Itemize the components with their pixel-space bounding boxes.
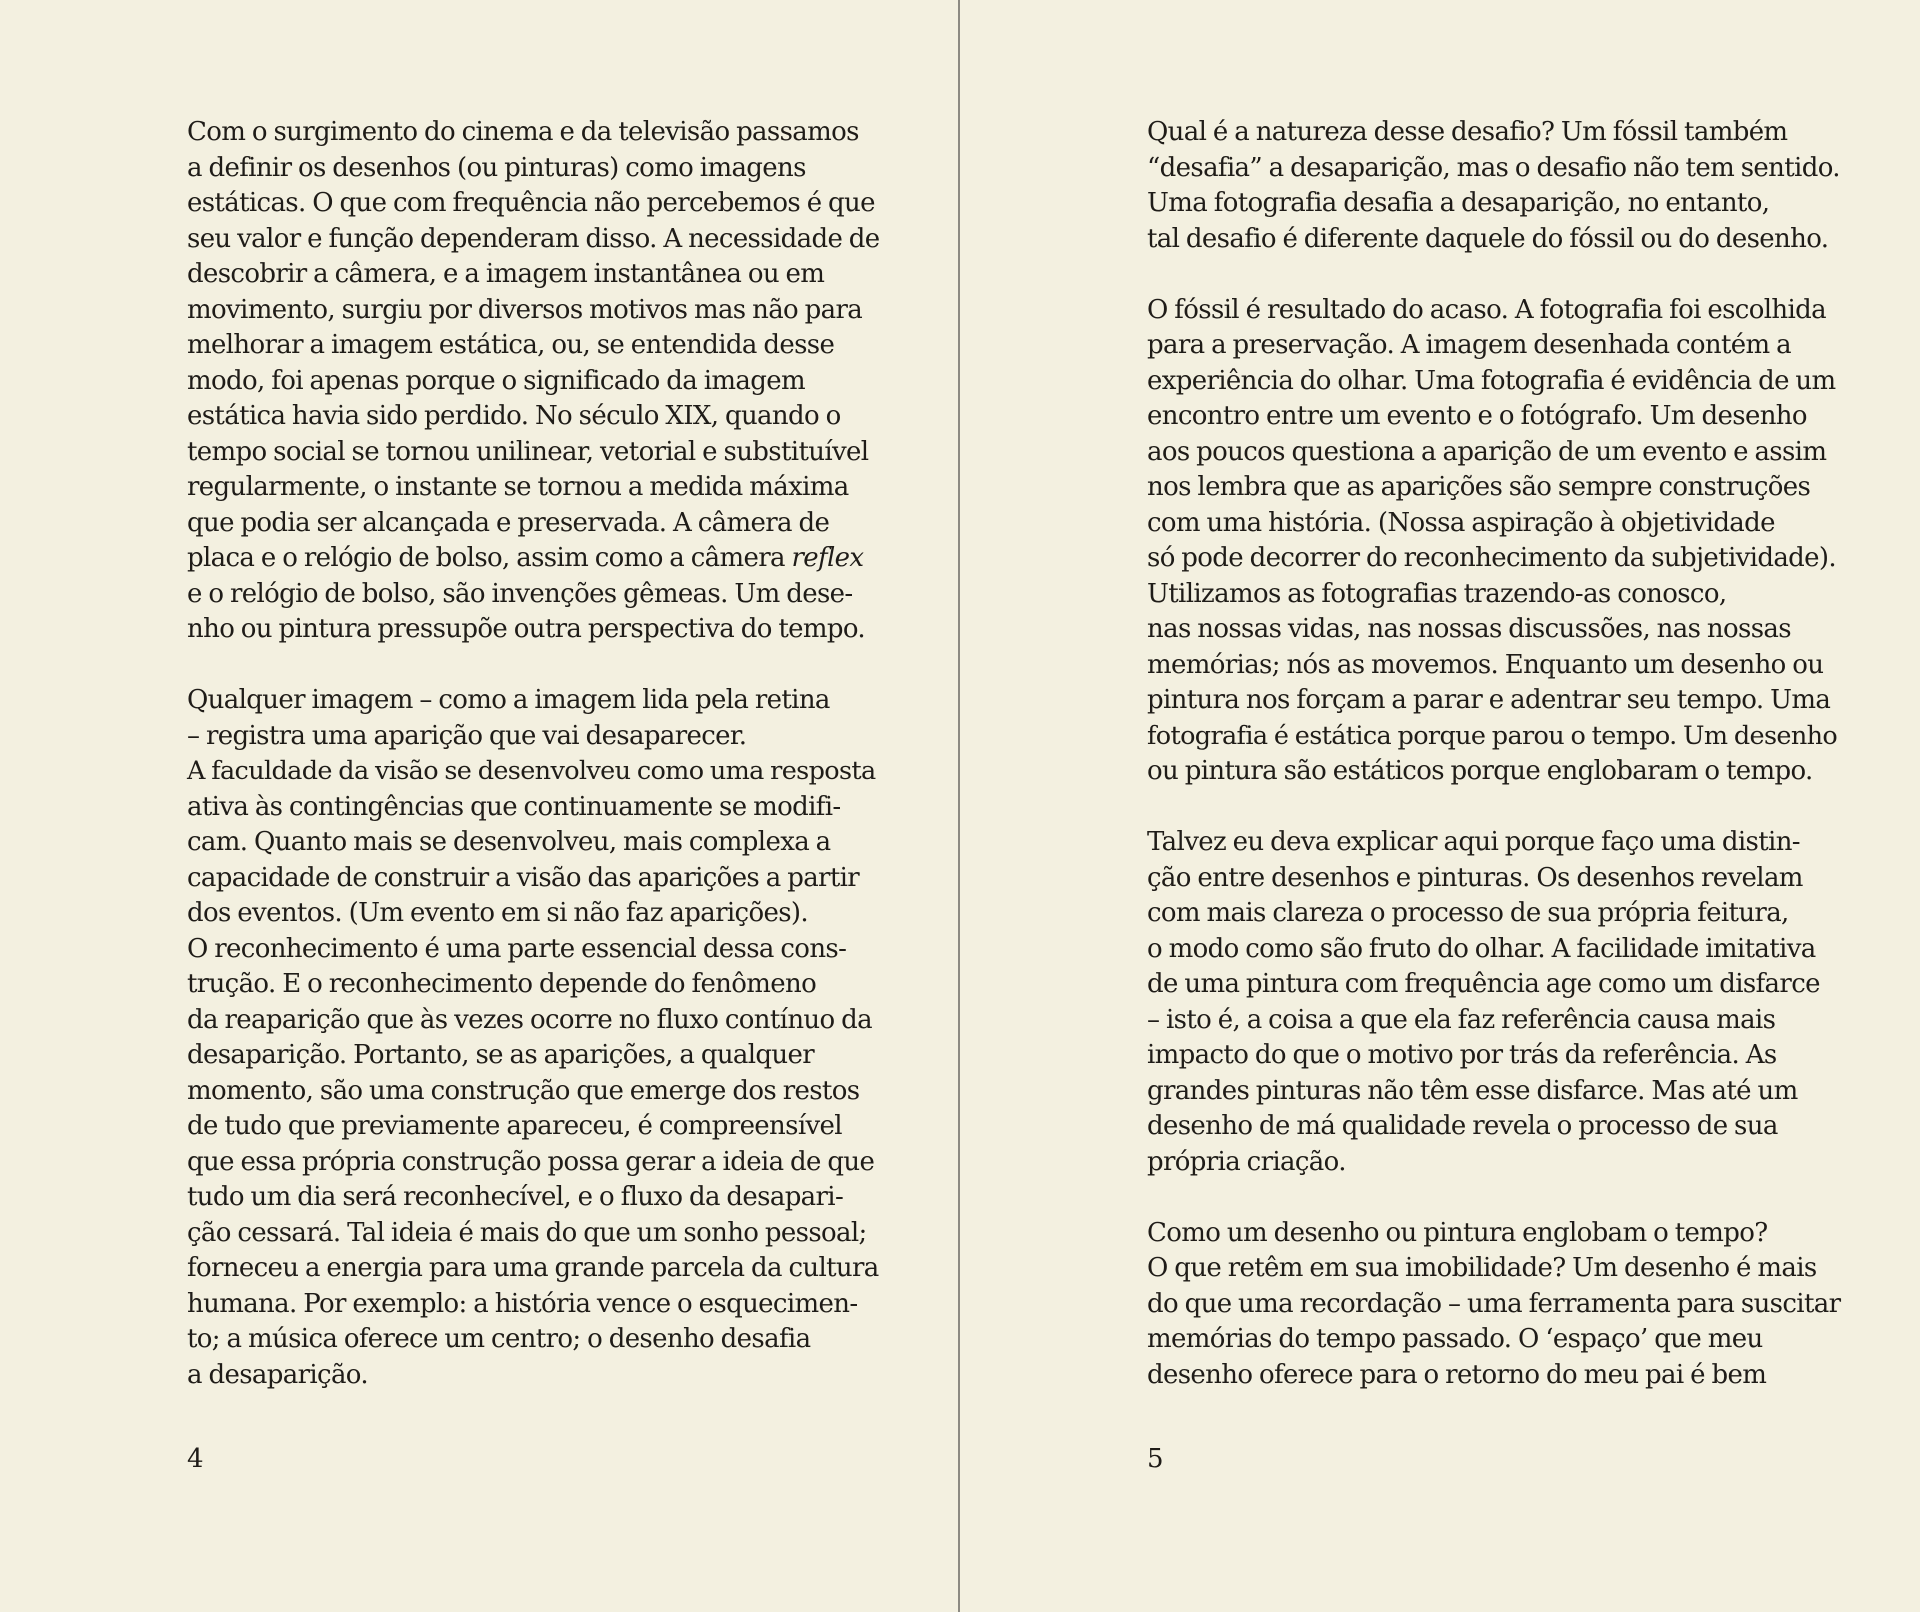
right-page-number: 5: [1147, 1444, 1164, 1474]
text-line: desaparição. Portanto, se as aparições, a qualquer: [187, 1040, 815, 1070]
text-line: descobrir a câmera, e a imagem instantânea ou em: [187, 259, 825, 289]
text-line: movimento, surgiu por diversos motivos mas não para: [187, 294, 863, 325]
page-gutter-divider: [958, 0, 960, 1612]
text-line: tempo social se tornou unilinear, vetorial e substituível: [187, 436, 869, 467]
text-line: da reaparição que às vezes ocorre no fluxo contínuo da: [187, 1004, 872, 1035]
text-line: aos poucos questiona a aparição de um evento e assim: [1147, 436, 1827, 467]
text-line: pintura nos forçam a parar e adentrar seu tempo. Uma: [1147, 685, 1831, 715]
text-line: nos lembra que as aparições são sempre construções: [1147, 472, 1811, 502]
text-line: O fóssil é resultado do acaso. A fotografia foi escolhida: [1147, 294, 1826, 325]
text-line: desenho de má qualidade revela o processo de sua: [1147, 1111, 1778, 1141]
text-line: que podia ser alcançada e preservada. A câmera de: [187, 507, 830, 538]
paragraph: [1147, 115, 1847, 257]
text-line: melhorar a imagem estática, ou, se entendida desse: [187, 330, 835, 360]
text-line: modo, foi apenas porque o significado da imagem: [187, 365, 805, 396]
text-line: tudo um dia será reconhecível, e o fluxo da desapari-: [187, 1182, 844, 1212]
text-line: capacidade de construir a visão das aparições a partir: [187, 862, 860, 893]
text-line: estática havia sido perdido. No século XIX, quando o: [187, 401, 841, 431]
text-line: Como um desenho ou pintura englobam o tempo?: [1147, 1217, 1768, 1248]
text-line: – registra uma aparição que vai desaparecer.: [187, 720, 747, 751]
text-line: encontro entre um evento e o fotógrafo. Um desenho: [1147, 401, 1807, 431]
text-line: a desaparição.: [187, 1359, 368, 1390]
text-line: só pode decorrer do reconhecimento da subjetividade).: [1147, 543, 1837, 573]
text-line: ativa às contingências que continuamente se modifi-: [187, 791, 841, 822]
text-line: de tudo que previamente apareceu, é compreensível: [187, 1111, 842, 1141]
text-line: com uma história. (Nossa aspiração à objetividade: [1147, 507, 1775, 538]
left-page-number: 4: [187, 1444, 204, 1474]
text-line: desenho oferece para o retorno do meu pai é bem: [1147, 1359, 1767, 1390]
text-line: impacto do que o motivo por trás da referência. As: [1147, 1040, 1777, 1070]
text-line: – isto é, a coisa a que ela faz referência causa mais: [1147, 1004, 1776, 1035]
text-line: nas nossas vidas, nas nossas discussões, nas nossas: [1147, 614, 1791, 644]
text-line: forneceu a energia para uma grande parcela da cultura: [187, 1253, 879, 1283]
text-line: Qual é a natureza desse desafio? Um fóssil também: [1147, 117, 1788, 147]
text-line: do que uma recordação – uma ferramenta para suscitar: [1147, 1288, 1841, 1319]
text-line: estáticas. O que com frequência não percebemos é que: [187, 188, 875, 218]
text-line: com mais clareza o processo de sua própria feitura,: [1147, 898, 1789, 928]
text-line: grandes pinturas não têm esse disfarce. Mas até um: [1147, 1075, 1798, 1106]
paragraph: [187, 115, 887, 648]
paragraph: [1147, 1216, 1847, 1394]
text-line: e o relógio de bolso, são invenções gêmeas. Um dese-: [187, 578, 853, 609]
text-line: Talvez eu deva explicar aqui porque faço uma distin-: [1147, 827, 1800, 857]
text-line: to; a música oferece um centro; o desenho desafia: [187, 1324, 811, 1354]
text-line: experiência do olhar. Uma fotografia é evidência de um: [1147, 365, 1836, 396]
text-line: humana. Por exemplo: a história vence o esquecimen-: [187, 1288, 858, 1319]
right-page: [1147, 115, 1847, 1495]
text-line: O que retêm em sua imobilidade? Um desenho é mais: [1147, 1253, 1817, 1283]
text-line: a definir os desenhos (ou pinturas) como imagens: [187, 152, 806, 183]
text-line: Qualquer imagem – como a imagem lida pela retina: [187, 685, 830, 715]
text-line: ção cessará. Tal ideia é mais do que um sonho pessoal;: [187, 1217, 867, 1248]
text-line: cam. Quanto mais se desenvolveu, mais complexa a: [187, 827, 831, 857]
text-line: memórias; nós as movemos. Enquanto um desenho ou: [1147, 649, 1824, 680]
paragraph: [1147, 825, 1847, 1180]
text-line: própria criação.: [1147, 1146, 1346, 1177]
left-page: [187, 115, 887, 1495]
text-line: fotografia é estática porque parou o tempo. Um desenho: [1147, 720, 1838, 751]
text-line: placa e o relógio de bolso, assim como a câmera reflex: [187, 543, 864, 573]
text-line: ou pintura são estáticos porque englobaram o tempo.: [1147, 756, 1813, 786]
text-line: momento, são uma construção que emerge dos restos: [187, 1075, 860, 1106]
text-line: trução. E o reconhecimento depende do fenômeno: [187, 969, 817, 999]
text-line: dos eventos. (Um evento em si não faz aparições).: [187, 898, 809, 928]
text-line: o modo como são fruto do olhar. A facilidade imitativa: [1147, 933, 1816, 964]
text-line: “desafia” a desaparição, mas o desafio não tem sentido.: [1147, 152, 1840, 183]
text-line: Uma fotografia desafia a desaparição, no entanto,: [1147, 188, 1770, 218]
text-line: Com o surgimento do cinema e da televisão passamos: [187, 117, 859, 147]
text-line: memórias do tempo passado. O ‘espaço’ que meu: [1147, 1324, 1763, 1354]
text-line: tal desafio é diferente daquele do fóssil ou do desenho.: [1147, 223, 1829, 254]
text-line: O reconhecimento é uma parte essencial dessa cons-: [187, 933, 847, 964]
text-line: de uma pintura com frequência age como um disfarce: [1147, 969, 1820, 999]
text-line: Utilizamos as fotografias trazendo-as conosco,: [1147, 578, 1727, 609]
text-line: para a preservação. A imagem desenhada contém a: [1147, 330, 1791, 360]
text-line: nho ou pintura pressupõe outra perspectiva do tempo.: [187, 614, 866, 644]
text-line: regularmente, o instante se tornou a medida máxima: [187, 472, 849, 502]
paragraph: [1147, 293, 1847, 790]
text-line: A faculdade da visão se desenvolveu como uma resposta: [187, 756, 876, 786]
text-line: ção entre desenhos e pinturas. Os desenhos revelam: [1147, 862, 1803, 893]
text-line: seu valor e função dependeram disso. A necessidade de: [187, 223, 880, 254]
text-line: que essa própria construção possa gerar a ideia de que: [187, 1146, 875, 1177]
paragraph: [187, 683, 887, 1393]
